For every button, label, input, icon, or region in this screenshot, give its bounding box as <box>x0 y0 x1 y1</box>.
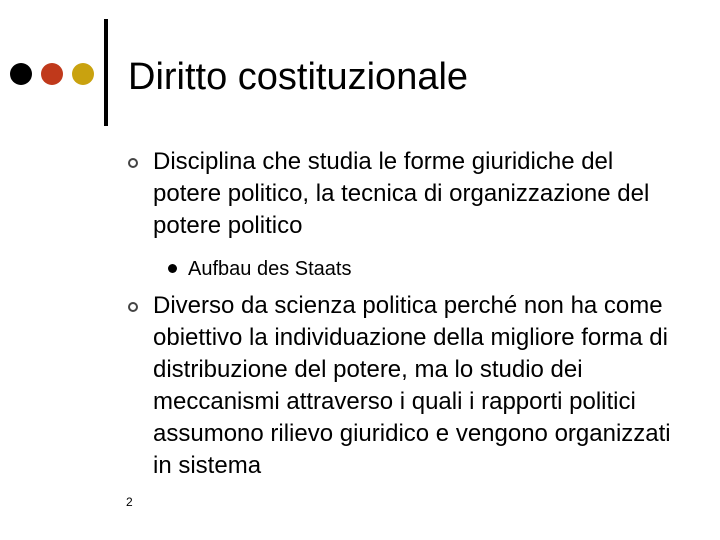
decorative-dot-black <box>10 63 32 85</box>
sub-bullet-dot-icon <box>168 264 177 273</box>
bullet-item-2: Diverso da scienza politica perché non ha come obiettivo la individuazione della migliore forma di distribuzione del potere, ma lo studio dei meccanismi attraverso i quali i rapporti politici assumono rilievo giuridico e vengono organizzati in sistema <box>153 292 671 479</box>
slide-title: Diritto costituzionale <box>128 56 469 98</box>
bullet-circle-icon <box>128 302 138 312</box>
bullet-item-1: Disciplina che studia le forme giuridiche del potere politico, la tecnica di organizzazione del potere politico <box>153 148 650 239</box>
page-number: 2 <box>126 495 133 509</box>
decorative-dot-gold <box>72 63 94 85</box>
sub-bullet-item-1: Aufbau des Staats <box>188 258 352 280</box>
bullet-circle-icon <box>128 158 138 168</box>
decorative-dot-red <box>41 63 63 85</box>
title-divider <box>104 19 108 126</box>
